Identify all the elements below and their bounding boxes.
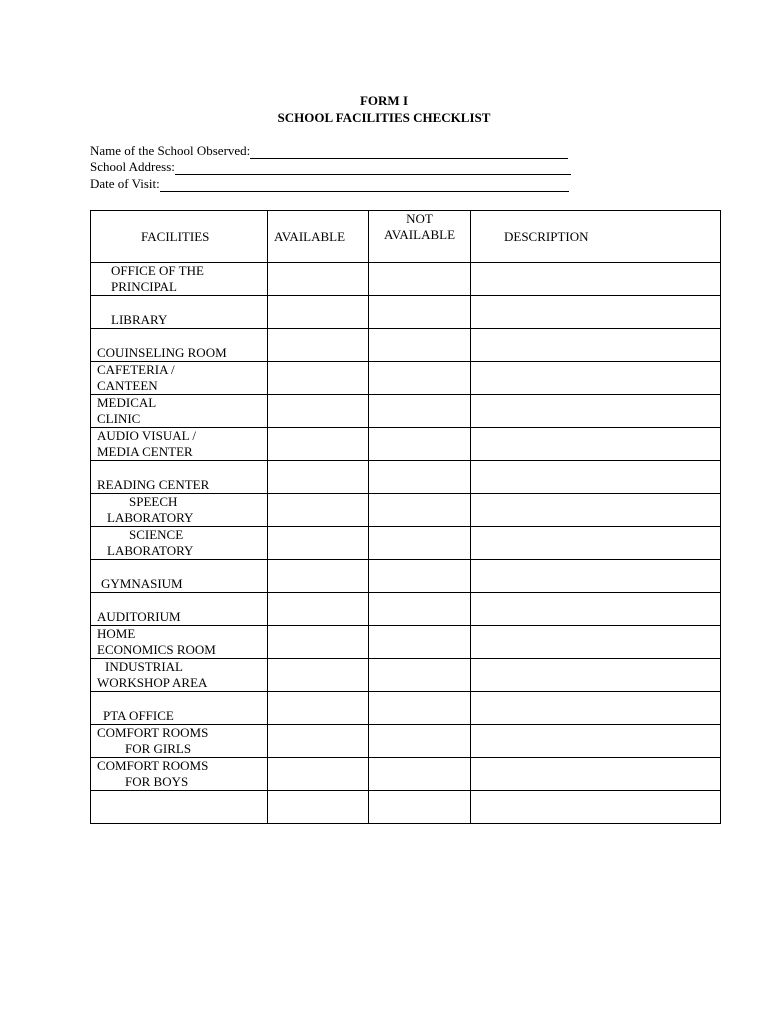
facility-name-line1: SPEECH: [129, 494, 178, 509]
facility-name-line2: MEDIA CENTER: [97, 444, 193, 459]
table-row: [91, 428, 721, 461]
description-cell[interactable]: [471, 758, 721, 791]
available-cell[interactable]: [268, 527, 369, 560]
facility-name-line1: [91, 296, 267, 312]
table-row: [91, 329, 721, 362]
description-cell[interactable]: [471, 659, 721, 692]
available-cell[interactable]: [268, 494, 369, 527]
facility-name-line1: COMFORT ROOMS: [97, 725, 209, 740]
header-available: AVAILABLE: [268, 211, 369, 263]
table-row: [91, 560, 721, 593]
table-row: [91, 263, 721, 296]
facility-name-line1: [91, 461, 267, 477]
school-address-label: School Address:: [90, 159, 175, 174]
facility-name-line2: AUDITORIUM: [97, 609, 181, 624]
header-description: DESCRIPTION: [471, 211, 721, 263]
facility-name-cell: [91, 362, 268, 395]
school-name-label: Name of the School Observed:: [90, 143, 251, 158]
facility-name-line2: LIBRARY: [111, 312, 168, 327]
description-cell[interactable]: [471, 725, 721, 758]
table-row: [91, 692, 721, 725]
date-of-visit-label: Date of Visit:: [90, 176, 160, 191]
not-available-cell[interactable]: [369, 692, 471, 725]
available-cell[interactable]: [268, 758, 369, 791]
form-number: FORM I: [359, 93, 409, 108]
facility-name-cell: [91, 329, 268, 362]
table-row: [91, 494, 721, 527]
not-available-cell[interactable]: [369, 527, 471, 560]
not-available-cell[interactable]: [369, 461, 471, 494]
not-available-cell[interactable]: [369, 395, 471, 428]
description-cell[interactable]: [471, 395, 721, 428]
facility-name-cell: [91, 560, 268, 593]
facility-name-cell: [91, 395, 268, 428]
table-row: [91, 527, 721, 560]
description-cell[interactable]: [471, 263, 721, 296]
school-address-blank[interactable]: [175, 162, 571, 175]
not-available-cell[interactable]: [369, 593, 471, 626]
facility-name-line2: COUINSELING ROOM: [97, 345, 227, 360]
facility-name-line1: COMFORT ROOMS: [97, 758, 209, 773]
facility-name-line1: [91, 791, 267, 807]
description-cell[interactable]: [471, 560, 721, 593]
facility-name-cell: [91, 263, 268, 296]
facility-name-cell: [91, 428, 268, 461]
table-row: [91, 593, 721, 626]
header-not-available-line1: NOT: [406, 211, 433, 226]
available-cell[interactable]: [268, 461, 369, 494]
facility-name-line1: [91, 692, 267, 708]
table-row: [91, 626, 721, 659]
description-cell[interactable]: [471, 626, 721, 659]
facility-name-line2: ECONOMICS ROOM: [97, 642, 216, 657]
available-cell[interactable]: [268, 329, 369, 362]
table-row: [91, 296, 721, 329]
facility-name-line2: CLINIC: [97, 411, 141, 426]
description-cell[interactable]: [471, 494, 721, 527]
facility-name-line1: MEDICAL: [97, 395, 157, 410]
facility-name-cell: [91, 296, 268, 329]
school-address-field: [90, 159, 571, 175]
available-cell[interactable]: [268, 560, 369, 593]
facility-name-line1: [91, 560, 267, 576]
description-cell[interactable]: [471, 527, 721, 560]
not-available-cell[interactable]: [369, 758, 471, 791]
description-cell[interactable]: [471, 428, 721, 461]
facility-name-cell: [91, 461, 268, 494]
table-row: [91, 395, 721, 428]
facility-name-line2: READING CENTER: [97, 477, 210, 492]
facility-name-cell: [91, 626, 268, 659]
available-cell[interactable]: [268, 593, 369, 626]
school-name-blank[interactable]: [250, 146, 568, 159]
not-available-cell[interactable]: [369, 263, 471, 296]
facility-name-cell: [91, 659, 268, 692]
not-available-cell[interactable]: [369, 494, 471, 527]
available-cell[interactable]: [268, 791, 369, 824]
table-header-row: [91, 211, 721, 263]
facility-name-line1: INDUSTRIAL: [105, 659, 183, 674]
description-cell[interactable]: [471, 692, 721, 725]
description-cell[interactable]: [471, 593, 721, 626]
facility-name-line1: SCIENCE: [129, 527, 184, 542]
facility-name-line2: GYMNASIUM: [101, 576, 183, 591]
table-row: [91, 659, 721, 692]
not-available-cell[interactable]: [369, 791, 471, 824]
facility-name-cell: [91, 692, 268, 725]
not-available-cell[interactable]: [369, 659, 471, 692]
facility-name-line1: OFFICE OF THE: [111, 263, 204, 278]
date-of-visit-blank[interactable]: [160, 179, 569, 192]
header-not-available-line2: AVAILABLE: [383, 227, 456, 242]
table-row: [91, 725, 721, 758]
facility-name-cell: [91, 494, 268, 527]
description-cell[interactable]: [471, 296, 721, 329]
facility-name-line2: [91, 807, 267, 823]
not-available-cell[interactable]: [369, 362, 471, 395]
date-of-visit-field: [90, 176, 569, 192]
facility-name-line2: CANTEEN: [97, 378, 158, 393]
facility-name-line1: [91, 593, 267, 609]
facility-name-cell: [91, 725, 268, 758]
table-row: [91, 791, 721, 824]
table-row: [91, 362, 721, 395]
facility-name-line2: PTA OFFICE: [103, 708, 174, 723]
facility-name-line1: HOME: [97, 626, 136, 641]
facility-name-cell: [91, 791, 268, 824]
available-cell[interactable]: [268, 263, 369, 296]
form-title: SCHOOL FACILITIES CHECKLIST: [277, 110, 491, 125]
facility-name-cell: [91, 593, 268, 626]
available-cell[interactable]: [268, 692, 369, 725]
facility-name-cell: [91, 527, 268, 560]
available-cell[interactable]: [268, 659, 369, 692]
facility-name-cell: [91, 758, 268, 791]
header-not-available: [369, 211, 471, 263]
description-cell[interactable]: [471, 362, 721, 395]
description-cell[interactable]: [471, 791, 721, 824]
not-available-cell[interactable]: [369, 560, 471, 593]
not-available-cell[interactable]: [369, 725, 471, 758]
not-available-cell[interactable]: [369, 428, 471, 461]
school-name-field: [90, 143, 568, 159]
available-cell[interactable]: [268, 296, 369, 329]
not-available-cell[interactable]: [369, 626, 471, 659]
not-available-cell[interactable]: [369, 329, 471, 362]
description-cell[interactable]: [471, 461, 721, 494]
facility-name-line2: FOR BOYS: [125, 774, 189, 789]
available-cell[interactable]: [268, 725, 369, 758]
facility-name-line2: FOR GIRLS: [125, 741, 192, 756]
facility-name-line2: PRINCIPAL: [111, 279, 177, 294]
table-row: [91, 461, 721, 494]
facility-name-line2: LABORATORY: [107, 510, 194, 525]
table-row: [91, 758, 721, 791]
facilities-checklist-table: [90, 210, 721, 824]
available-cell[interactable]: [268, 626, 369, 659]
available-cell[interactable]: [268, 362, 369, 395]
facility-name-line2: WORKSHOP AREA: [97, 675, 208, 690]
facility-name-line1: AUDIO VISUAL /: [97, 428, 196, 443]
facility-name-line1: CAFETERIA /: [97, 362, 175, 377]
header-facilities: FACILITIES: [91, 211, 268, 263]
facility-name-line2: LABORATORY: [107, 543, 194, 558]
not-available-cell[interactable]: [369, 296, 471, 329]
description-cell[interactable]: [471, 329, 721, 362]
available-cell[interactable]: [268, 395, 369, 428]
available-cell[interactable]: [268, 428, 369, 461]
facility-name-line1: [91, 329, 267, 345]
